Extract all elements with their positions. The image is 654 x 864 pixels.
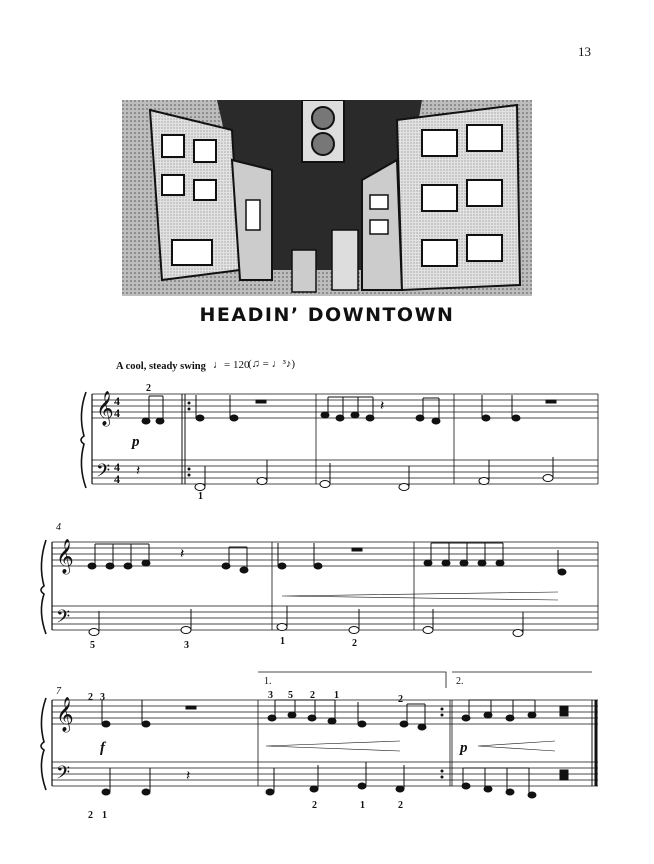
dynamic-marking: f [100, 740, 105, 756]
fingering: 5 [288, 690, 293, 701]
dynamic-marking: p [460, 740, 468, 756]
fingering: 2 [310, 690, 315, 701]
song-title: HEADIN’ DOWNTOWN [199, 304, 455, 326]
dynamic-marking: p [132, 434, 140, 450]
fingering: 1 [198, 491, 203, 502]
svg-text:𝄽: 𝄽 [180, 546, 185, 562]
fingering: 2 [146, 383, 151, 394]
fingering: 3 [268, 690, 273, 701]
svg-text:𝄢: 𝄢 [96, 461, 111, 486]
fingering: 2 [398, 694, 403, 705]
fingering: 5 [90, 640, 95, 651]
fingering: 2 [312, 800, 317, 811]
svg-text:𝄞: 𝄞 [56, 697, 74, 732]
svg-text:𝄽: 𝄽 [380, 398, 385, 414]
svg-text:4: 4 [114, 394, 120, 408]
fingering: 1 [102, 810, 107, 821]
svg-text:𝄞: 𝄞 [56, 539, 74, 574]
fingering: 2 [88, 810, 93, 821]
fingering: 2 [398, 800, 403, 811]
fingering: 1 [360, 800, 365, 811]
fingering: 1 [280, 636, 285, 647]
svg-text:4: 4 [114, 472, 120, 486]
svg-text:4: 4 [114, 460, 120, 474]
volta-ending-1: 1. [264, 676, 272, 687]
svg-text:𝄽: 𝄽 [186, 768, 191, 784]
swing-indication: (♫ = ♩³♪) [248, 358, 296, 370]
fingering: 2 [88, 692, 93, 703]
fingering: 1 [334, 690, 339, 701]
fingering: 3 [184, 640, 189, 651]
svg-text:𝄢: 𝄢 [56, 763, 71, 788]
svg-text:𝄢: 𝄢 [56, 607, 71, 632]
volta-ending-2: 2. [456, 676, 464, 687]
tempo-text: A cool, steady swing [116, 361, 206, 372]
fingering: 2 [352, 638, 357, 649]
page-number: 13 [578, 44, 591, 59]
measure-number: 4 [56, 522, 61, 533]
measure-number: 7 [56, 686, 61, 697]
svg-text:𝄞: 𝄞 [96, 391, 114, 426]
metronome-mark: ♩= 120 [213, 359, 250, 371]
svg-text:𝄽: 𝄽 [136, 463, 141, 479]
fingering: 3 [100, 692, 105, 703]
svg-text:4: 4 [114, 406, 120, 420]
